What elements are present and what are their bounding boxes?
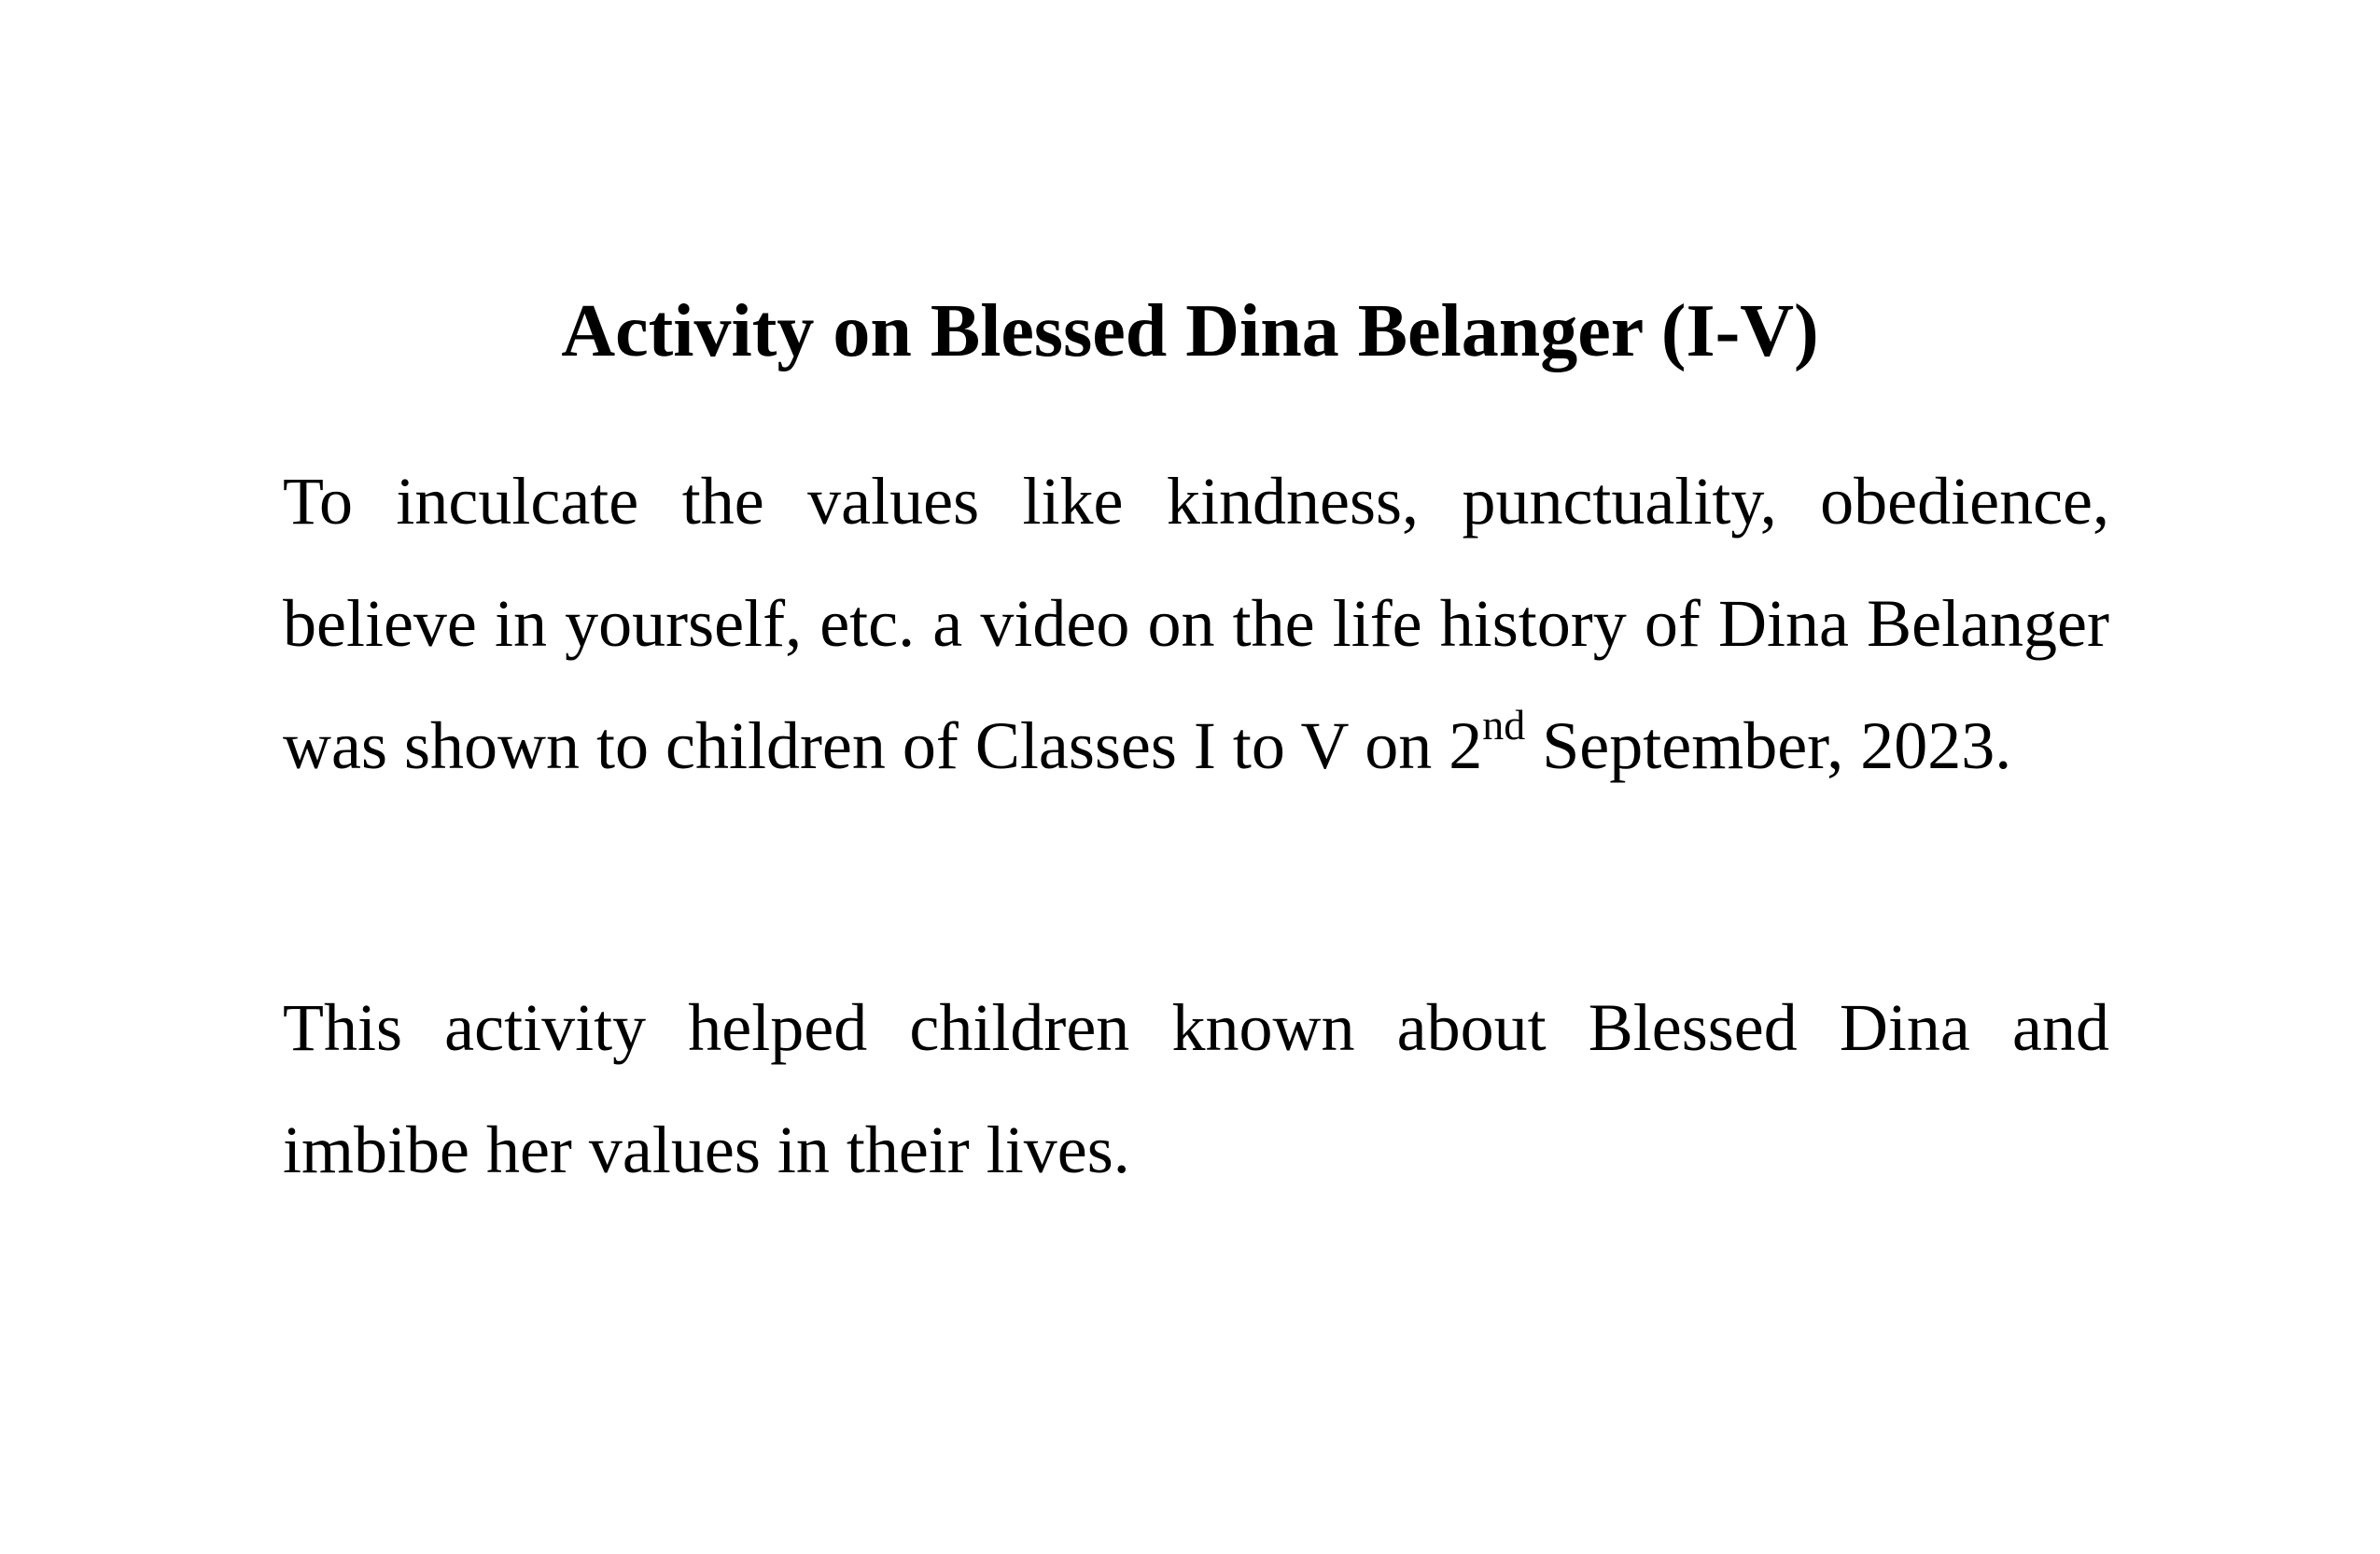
paragraph-text-part-1: To inculcate the values like kindness, punctuality, obedience, believe in yourself, etc. a video on the life history of Dina Belanger was shown to children of Classes I to V on 2 — [283, 464, 2109, 783]
ordinal-suffix: nd — [1482, 701, 1526, 749]
paragraph-activity-outcome: This activity helped children known about Blessed Dina and imbibe her values in their lives. — [283, 990, 2109, 1187]
document-title: Activity on Blessed Dina Belanger (I-V) — [561, 290, 1819, 372]
paragraph-activity-description — [283, 441, 2109, 807]
paragraph-text-part-2: September, 2023. — [1525, 708, 2012, 783]
